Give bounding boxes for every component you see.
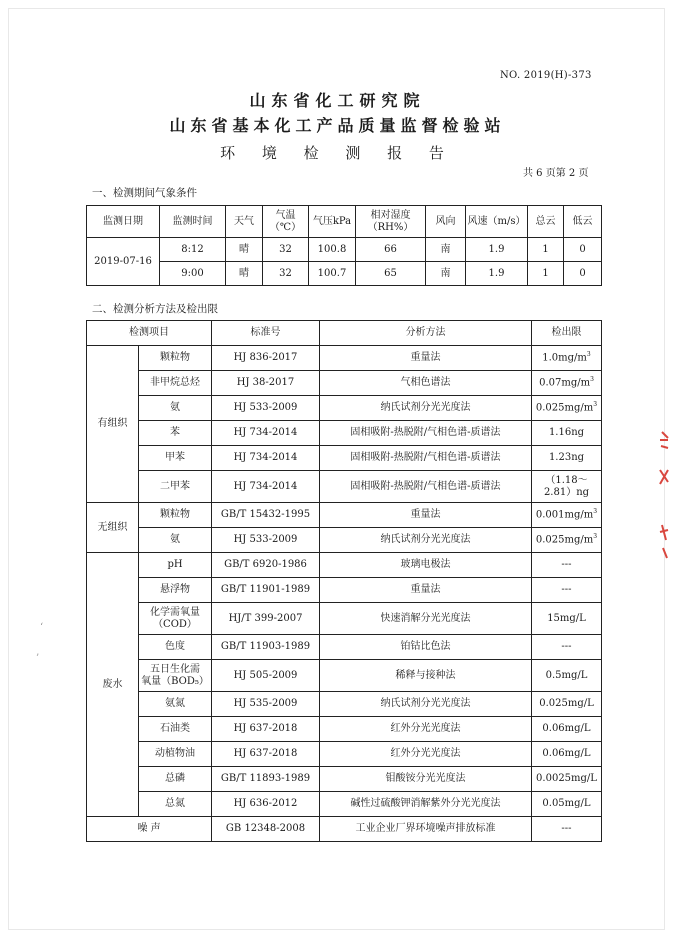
table-row (87, 503, 602, 528)
cell-humidity: 65 (356, 262, 426, 286)
cell-method: 气相色谱法 (320, 371, 532, 396)
cell-item: 甲苯 (139, 446, 212, 471)
header-time: 监测时间 (160, 206, 226, 238)
cell-limit: 1.16ng (532, 421, 602, 446)
cell-item: 二甲苯 (139, 471, 212, 503)
cell-standard: GB/T 15432-1995 (212, 503, 320, 528)
cell-method: 红外分光光度法 (320, 717, 532, 742)
cell-time: 9:00 (160, 262, 226, 286)
cell-method: 玻璃电极法 (320, 553, 532, 578)
weather-row (87, 238, 602, 262)
cell-standard: HJ 535-2009 (212, 692, 320, 717)
scan-mark: ‘ (40, 622, 44, 633)
cell-method: 红外分光光度法 (320, 742, 532, 767)
methods-section-title: 二、检测分析方法及检出限 (92, 303, 218, 315)
cell-weather: 晴 (226, 262, 263, 286)
cell-limit: 0.06mg/L (532, 717, 602, 742)
cell-item: 色度 (139, 635, 212, 660)
cell-limit: 0.05mg/L (532, 792, 602, 817)
cell-humidity: 66 (356, 238, 426, 262)
cell-method: 工业企业厂界环境噪声排放标准 (320, 817, 532, 842)
cell-standard: GB/T 11901-1989 (212, 578, 320, 603)
cell-pressure: 100.8 (309, 238, 356, 262)
table-row (87, 471, 602, 503)
weather-date: 2019-07-16 (87, 238, 160, 286)
table-row (87, 396, 602, 421)
table-row (87, 767, 602, 792)
table-row (87, 578, 602, 603)
limit-line-2: 2.81）ng (543, 486, 590, 498)
cell-item: 氨氮 (139, 692, 212, 717)
header-item: 检测项目 (87, 321, 212, 346)
cell-standard: GB/T 11903-1989 (212, 635, 320, 660)
table-row (87, 717, 602, 742)
cell-method: 纳氏试剂分光光度法 (320, 692, 532, 717)
header-pressure: 气压kPa (309, 206, 356, 238)
header-method: 分析方法 (320, 321, 532, 346)
header-wind-speed: 风速（m/s） (466, 206, 528, 238)
cell-limit: --- (532, 817, 602, 842)
organization-title: 山东省化工研究院 (249, 91, 426, 110)
cell-item: 颗粒物 (139, 346, 212, 371)
cell-wind-dir: 南 (426, 262, 466, 286)
cell-weather: 晴 (226, 238, 263, 262)
cell-item: 氨 (139, 528, 212, 553)
cell-limit: $0.001mg/m^3$ (532, 503, 602, 528)
cell-item-noise: 噪 声 (87, 817, 212, 842)
group-organized: 有组织 (87, 346, 139, 503)
cell-item (139, 603, 212, 635)
cell-item: 苯 (139, 421, 212, 446)
header-humidity: 相对湿度（RH%） (356, 206, 426, 238)
cell-method: 纳氏试剂分光光度法 (320, 396, 532, 421)
cell-limit: 1.23ng (532, 446, 602, 471)
cell-method: 稀释与接种法 (320, 660, 532, 692)
table-row (87, 660, 602, 692)
cell-limit: 0.5mg/L (532, 660, 602, 692)
cell-item (139, 660, 212, 692)
table-row (87, 635, 602, 660)
header-temp: 气温（℃） (263, 206, 309, 238)
station-title: 山东省基本化工产品质量监督检验站 (169, 116, 506, 135)
table-row (87, 346, 602, 371)
item-line-1: 五日生化需 (150, 664, 200, 675)
cell-standard: HJ 38-2017 (212, 371, 320, 396)
cell-standard: GB/T 6920-1986 (212, 553, 320, 578)
cell-standard: HJ 636-2012 (212, 792, 320, 817)
cell-low-cloud: 0 (564, 238, 602, 262)
cell-limit: $1.0mg/m^3$ (532, 346, 602, 371)
cell-limit: --- (532, 578, 602, 603)
header-date: 监测日期 (87, 206, 160, 238)
table-row (87, 792, 602, 817)
group-unorganized: 无组织 (87, 503, 139, 553)
cell-standard: HJ 734-2014 (212, 421, 320, 446)
cell-item: 非甲烷总烃 (139, 371, 212, 396)
cell-standard: HJ 734-2014 (212, 471, 320, 503)
weather-row (87, 262, 602, 286)
cell-standard: HJ 533-2009 (212, 396, 320, 421)
cell-standard: HJ 505-2009 (212, 660, 320, 692)
table-row (87, 553, 602, 578)
cell-method: 铂钴比色法 (320, 635, 532, 660)
weather-section-title: 一、检测期间气象条件 (92, 187, 197, 199)
report-title: 环 境 检 测 报 告 (220, 144, 455, 162)
table-row (87, 371, 602, 396)
item-line-2: 氧量（BOD₅） (141, 675, 209, 687)
header-low-cloud: 低云 (564, 206, 602, 238)
cell-item: 总氮 (139, 792, 212, 817)
cell-limit: $0.07mg/m^3$ (532, 371, 602, 396)
document-number: NO. 2019(H)-373 (500, 70, 592, 81)
cell-low-cloud: 0 (564, 262, 602, 286)
cell-time: 8:12 (160, 238, 226, 262)
cell-wind-speed: 1.9 (466, 262, 528, 286)
cell-method: 固相吸附-热脱附/气相色谱-质谱法 (320, 446, 532, 471)
cell-limit: 0.06mg/L (532, 742, 602, 767)
cell-method: 钼酸铵分光光度法 (320, 767, 532, 792)
header-total-cloud: 总云 (528, 206, 564, 238)
cell-item: 悬浮物 (139, 578, 212, 603)
item-line-2: （COD） (153, 618, 197, 630)
cell-limit: --- (532, 553, 602, 578)
cell-method: 重量法 (320, 578, 532, 603)
cell-item: 颗粒物 (139, 503, 212, 528)
table-row (87, 421, 602, 446)
scan-mark: ’ (36, 653, 40, 664)
cell-standard: HJ 637-2018 (212, 742, 320, 767)
group-wastewater: 废水 (87, 553, 139, 817)
cell-standard: HJ 637-2018 (212, 717, 320, 742)
cell-method: 固相吸附-热脱附/气相色谱-质谱法 (320, 421, 532, 446)
cell-method: 碱性过硫酸钾消解紫外分光光度法 (320, 792, 532, 817)
cell-total-cloud: 1 (528, 262, 564, 286)
table-row (87, 528, 602, 553)
cell-item: 动植物油 (139, 742, 212, 767)
table-row (87, 742, 602, 767)
limit-line-1: （1.18～ (545, 475, 588, 486)
cell-temp: 32 (263, 262, 309, 286)
header-wind-dir: 风向 (426, 206, 466, 238)
cell-standard: HJ/T 399-2007 (212, 603, 320, 635)
cell-method: 重量法 (320, 346, 532, 371)
cell-item: pH (139, 553, 212, 578)
table-row (87, 603, 602, 635)
weather-table (86, 205, 602, 286)
table-row (87, 692, 602, 717)
header-weather: 天气 (226, 206, 263, 238)
cell-method: 纳氏试剂分光光度法 (320, 528, 532, 553)
cell-limit: 15mg/L (532, 603, 602, 635)
header-limit: 检出限 (532, 321, 602, 346)
cell-limit: 0.025mg/L (532, 692, 602, 717)
cell-method: 固相吸附-热脱附/气相色谱-质谱法 (320, 471, 532, 503)
seal-stamp-fragment (648, 430, 670, 565)
cell-limit: $0.025mg/m^3$ (532, 396, 602, 421)
cell-standard: GB/T 11893-1989 (212, 767, 320, 792)
item-line-1: 化学需氧量 (150, 607, 200, 618)
cell-method: 重量法 (320, 503, 532, 528)
weather-header-row (87, 206, 602, 238)
table-row (87, 817, 602, 842)
cell-method: 快速消解分光光度法 (320, 603, 532, 635)
cell-limit: $0.025mg/m^3$ (532, 528, 602, 553)
cell-item: 总磷 (139, 767, 212, 792)
cell-standard: HJ 836-2017 (212, 346, 320, 371)
methods-table (86, 320, 602, 842)
cell-limit: 0.0025mg/L (532, 767, 602, 792)
header-standard: 标准号 (212, 321, 320, 346)
cell-limit: --- (532, 635, 602, 660)
cell-standard: GB 12348-2008 (212, 817, 320, 842)
cell-pressure: 100.7 (309, 262, 356, 286)
cell-temp: 32 (263, 238, 309, 262)
table-row (87, 446, 602, 471)
cell-item: 石油类 (139, 717, 212, 742)
cell-standard: HJ 734-2014 (212, 446, 320, 471)
cell-limit (532, 471, 602, 503)
methods-header-row (87, 321, 602, 346)
cell-total-cloud: 1 (528, 238, 564, 262)
cell-wind-dir: 南 (426, 238, 466, 262)
cell-standard: HJ 533-2009 (212, 528, 320, 553)
page-info: 共 6 页第 2 页 (523, 168, 589, 179)
cell-item: 氨 (139, 396, 212, 421)
cell-wind-speed: 1.9 (466, 238, 528, 262)
